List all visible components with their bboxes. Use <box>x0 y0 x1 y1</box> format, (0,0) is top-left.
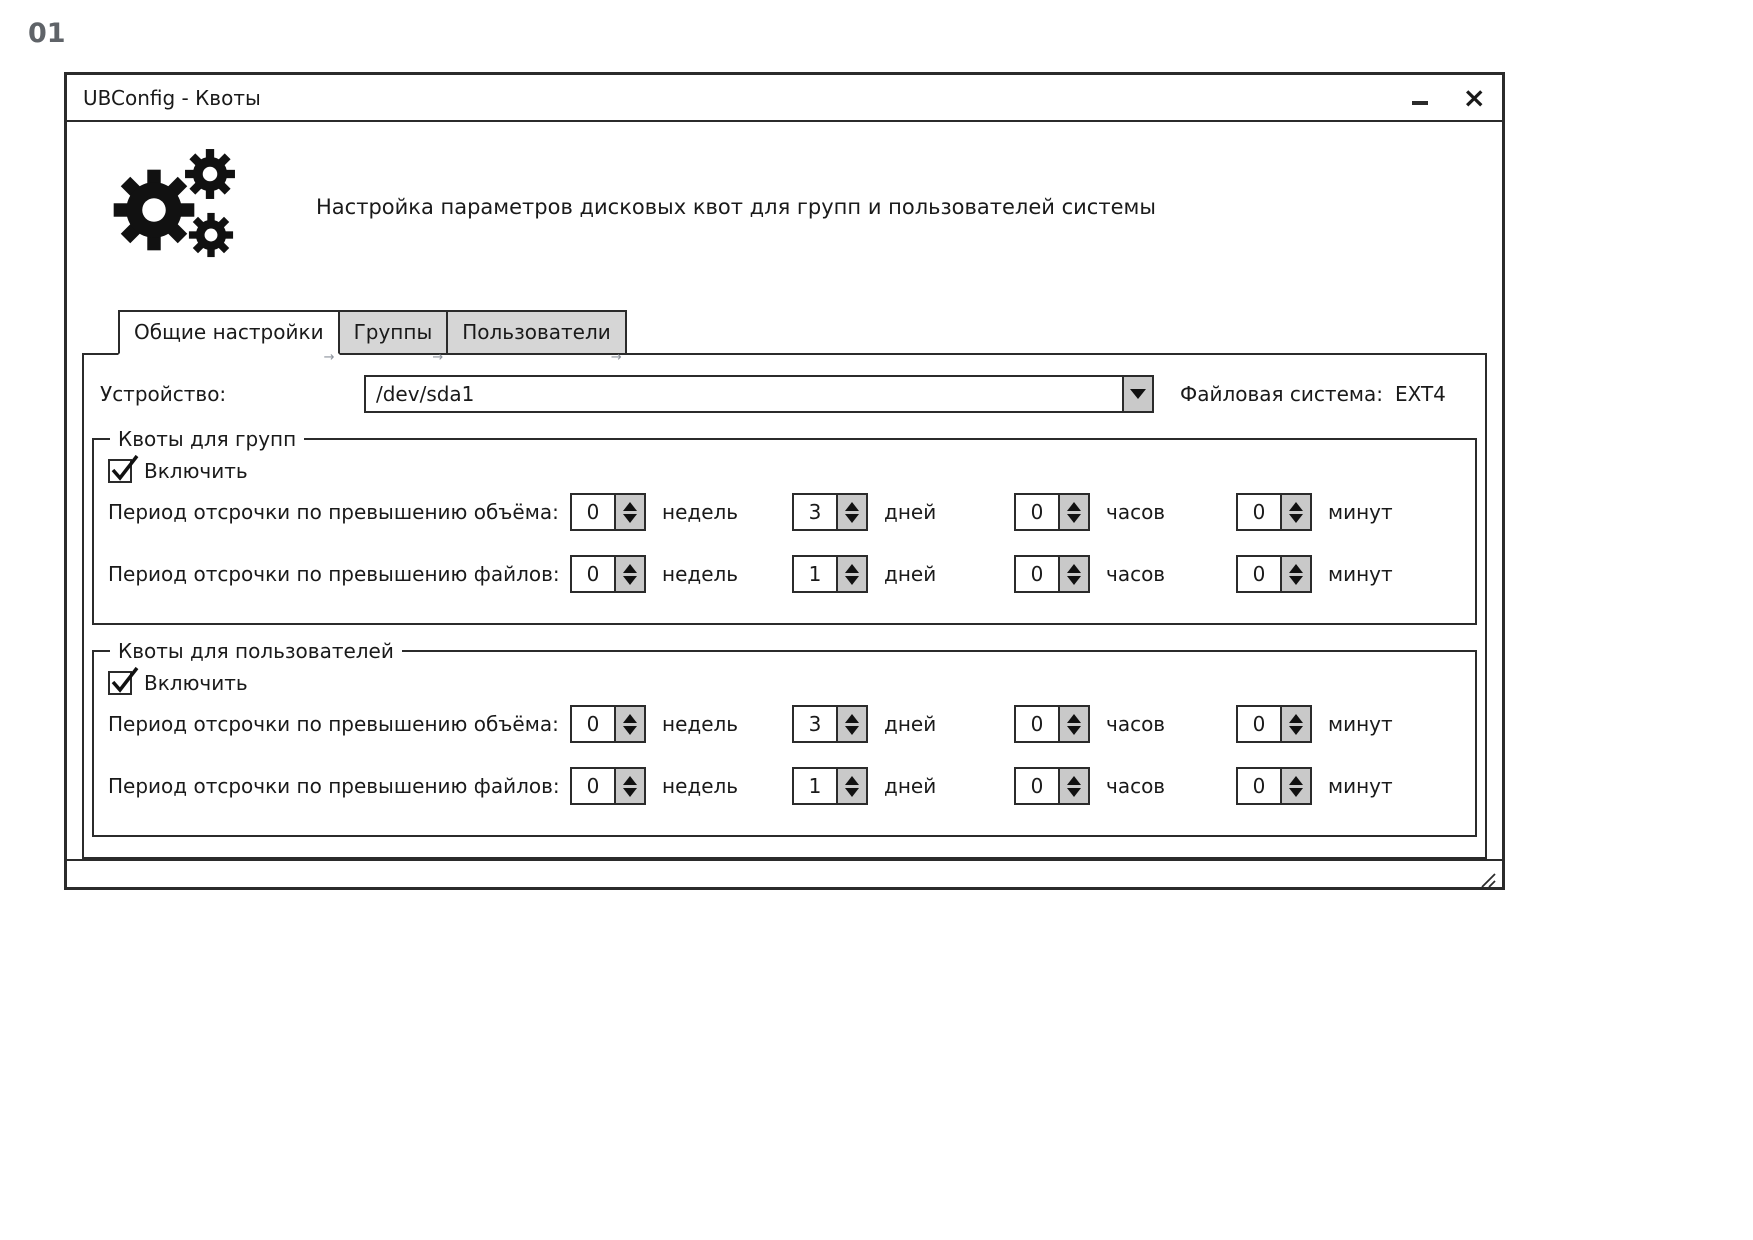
window-content <box>67 122 1502 859</box>
section-user-quotas <box>92 639 1477 837</box>
unit-label: минут <box>1328 562 1393 586</box>
spinner-value[interactable]: 0 <box>1236 705 1282 743</box>
spin-up-icon <box>845 714 859 723</box>
minutes-group <box>1236 705 1393 743</box>
tab-label: Общие настройки <box>134 320 324 344</box>
spin-up-icon <box>1067 776 1081 785</box>
spinner-buttons[interactable] <box>1282 555 1312 593</box>
days-spinner[interactable] <box>792 705 868 743</box>
spinner-value[interactable]: 0 <box>1236 493 1282 531</box>
days-spinner[interactable] <box>792 767 868 805</box>
spinner-value[interactable]: 3 <box>792 705 838 743</box>
spinner-buttons[interactable] <box>1282 493 1312 531</box>
spinner-value[interactable]: 0 <box>1014 767 1060 805</box>
unit-label: недель <box>662 562 739 586</box>
unit-label: дней <box>884 500 937 524</box>
gears-icon <box>112 148 244 266</box>
spinner-value[interactable]: 0 <box>1236 555 1282 593</box>
row-label: Период отсрочки по превышению файлов: <box>108 774 560 798</box>
tab-label: Пользователи <box>462 320 611 344</box>
weeks-group <box>570 767 792 805</box>
spinner-value[interactable]: 0 <box>1236 767 1282 805</box>
close-button[interactable]: × <box>1462 80 1486 114</box>
spinner-buttons[interactable] <box>616 705 646 743</box>
weeks-spinner[interactable] <box>570 705 646 743</box>
section-title: Квоты для пользователей <box>118 639 394 663</box>
spin-down-icon <box>1289 788 1303 797</box>
unit-label: дней <box>884 562 937 586</box>
days-spinner[interactable] <box>792 493 868 531</box>
spin-up-icon <box>1289 714 1303 723</box>
spinner-value[interactable]: 1 <box>792 767 838 805</box>
spin-up-icon <box>845 502 859 511</box>
tab-bar <box>118 310 1487 365</box>
spin-down-icon <box>1067 788 1081 797</box>
spinner-value[interactable]: 0 <box>1014 493 1060 531</box>
section-group-quotas <box>92 427 1477 625</box>
unit-label: дней <box>884 774 937 798</box>
window-description: Настройка параметров дисковых квот для групп и пользователей системы <box>316 195 1156 219</box>
spinner-buttons[interactable] <box>1282 705 1312 743</box>
minimize-icon <box>1412 101 1428 105</box>
weeks-group <box>570 493 792 531</box>
device-value[interactable]: /dev/sda1 <box>376 382 475 406</box>
hours-group <box>1014 767 1236 805</box>
filesystem-label: Файловая система: <box>1180 382 1383 406</box>
section-title: Квоты для групп <box>118 427 297 451</box>
spin-up-icon <box>1067 502 1081 511</box>
spinner-buttons[interactable] <box>1282 767 1312 805</box>
spin-down-icon <box>623 576 637 585</box>
weeks-spinner[interactable] <box>570 493 646 531</box>
tab-link-arrow-icon: → <box>323 350 335 365</box>
spin-down-icon <box>1289 514 1303 523</box>
page-label: 01 <box>28 18 66 49</box>
spin-down-icon <box>845 788 859 797</box>
spin-up-icon <box>1289 564 1303 573</box>
unit-label: недель <box>662 774 739 798</box>
unit-label: минут <box>1328 500 1393 524</box>
app-window <box>64 72 1505 890</box>
minutes-group <box>1236 493 1393 531</box>
days-group <box>792 555 1014 593</box>
spinner-buttons[interactable] <box>1060 493 1090 531</box>
spin-down-icon <box>845 514 859 523</box>
enable-checkbox[interactable] <box>108 671 132 695</box>
device-row <box>100 375 1477 413</box>
delay-files-row <box>108 767 1469 805</box>
dropdown-arrow-icon <box>1130 389 1146 399</box>
spinner-value[interactable]: 0 <box>1014 705 1060 743</box>
spinner-buttons[interactable] <box>838 493 868 531</box>
device-combobox[interactable] <box>364 375 1154 413</box>
hours-spinner[interactable] <box>1014 493 1090 531</box>
days-group <box>792 767 1014 805</box>
spinner-buttons[interactable] <box>1060 705 1090 743</box>
tab-groups[interactable] <box>338 310 449 365</box>
title-bar <box>67 75 1502 122</box>
spin-down-icon <box>623 726 637 735</box>
device-label: Устройство: <box>100 382 227 406</box>
spinner-value[interactable]: 0 <box>570 493 616 531</box>
spin-up-icon <box>623 564 637 573</box>
enable-checkbox[interactable] <box>108 459 132 483</box>
enable-label: Включить <box>144 459 248 483</box>
spin-down-icon <box>1067 514 1081 523</box>
unit-label: часов <box>1106 774 1166 798</box>
hours-spinner[interactable] <box>1014 555 1090 593</box>
unit-label: дней <box>884 712 937 736</box>
enable-row <box>108 671 1469 695</box>
hours-group <box>1014 493 1236 531</box>
delay-volume-row <box>108 705 1469 743</box>
minimize-button[interactable] <box>1409 85 1431 111</box>
spinner-value[interactable]: 3 <box>792 493 838 531</box>
delay-volume-row <box>108 493 1469 531</box>
spin-up-icon <box>623 776 637 785</box>
spin-up-icon <box>1289 502 1303 511</box>
weeks-spinner[interactable] <box>570 555 646 593</box>
row-label: Период отсрочки по превышению объёма: <box>108 500 559 524</box>
spinner-buttons[interactable] <box>1060 767 1090 805</box>
spin-down-icon <box>1067 576 1081 585</box>
unit-label: часов <box>1106 712 1166 736</box>
unit-label: недель <box>662 712 739 736</box>
spin-down-icon <box>1067 726 1081 735</box>
unit-label: недель <box>662 500 739 524</box>
spin-down-icon <box>623 788 637 797</box>
minutes-spinner[interactable] <box>1236 705 1312 743</box>
spin-down-icon <box>845 726 859 735</box>
days-group <box>792 705 1014 743</box>
spinner-value[interactable]: 1 <box>792 555 838 593</box>
filesystem-value: EXT4 <box>1394 382 1446 406</box>
spinner-buttons[interactable] <box>838 705 868 743</box>
row-label: Период отсрочки по превышению файлов: <box>108 562 560 586</box>
minutes-group <box>1236 555 1393 593</box>
window-title: UBConfig - Квоты <box>83 85 261 110</box>
unit-label: минут <box>1328 774 1393 798</box>
days-group <box>792 493 1014 531</box>
hours-group <box>1014 705 1236 743</box>
spin-up-icon <box>1067 564 1081 573</box>
resize-grip[interactable] <box>1476 868 1498 890</box>
tab-general-settings[interactable] <box>118 310 340 365</box>
spin-down-icon <box>623 514 637 523</box>
spin-down-icon <box>845 576 859 585</box>
checkmark-icon <box>110 664 140 694</box>
tab-users[interactable] <box>446 310 627 365</box>
unit-label: часов <box>1106 562 1166 586</box>
window-controls <box>1409 80 1486 114</box>
spinner-value[interactable]: 0 <box>570 705 616 743</box>
spin-up-icon <box>1289 776 1303 785</box>
minutes-spinner[interactable] <box>1236 767 1312 805</box>
weeks-spinner[interactable] <box>570 767 646 805</box>
spin-up-icon <box>623 714 637 723</box>
spinner-value[interactable]: 0 <box>570 767 616 805</box>
spin-down-icon <box>1289 576 1303 585</box>
spin-up-icon <box>1067 714 1081 723</box>
spinner-buttons[interactable] <box>838 767 868 805</box>
spin-up-icon <box>623 502 637 511</box>
tab-link-arrow-icon: → <box>610 350 622 365</box>
hours-group <box>1014 555 1236 593</box>
enable-row <box>108 459 1469 483</box>
checkmark-icon <box>110 452 140 482</box>
spinner-buttons[interactable] <box>1060 555 1090 593</box>
delay-files-row <box>108 555 1469 593</box>
minutes-group <box>1236 767 1393 805</box>
status-bar <box>67 859 1502 893</box>
spinner-value[interactable]: 0 <box>570 555 616 593</box>
spin-up-icon <box>845 564 859 573</box>
enable-label: Включить <box>144 671 248 695</box>
row-label: Период отсрочки по превышению объёма: <box>108 712 559 736</box>
hours-spinner[interactable] <box>1014 767 1090 805</box>
unit-label: часов <box>1106 500 1166 524</box>
spinner-buttons[interactable] <box>838 555 868 593</box>
spin-down-icon <box>1289 726 1303 735</box>
spinner-buttons[interactable] <box>616 767 646 805</box>
window-header <box>112 148 1487 266</box>
spinner-buttons[interactable] <box>616 555 646 593</box>
dropdown-button[interactable] <box>1122 377 1152 411</box>
weeks-group <box>570 705 792 743</box>
tab-link-arrow-icon: → <box>432 350 444 365</box>
unit-label: минут <box>1328 712 1393 736</box>
days-spinner[interactable] <box>792 555 868 593</box>
tab-label: Группы <box>353 320 433 344</box>
minutes-spinner[interactable] <box>1236 493 1312 531</box>
spin-up-icon <box>845 776 859 785</box>
minutes-spinner[interactable] <box>1236 555 1312 593</box>
weeks-group <box>570 555 792 593</box>
spinner-value[interactable]: 0 <box>1014 555 1060 593</box>
tab-panel-general <box>82 353 1487 859</box>
hours-spinner[interactable] <box>1014 705 1090 743</box>
spinner-buttons[interactable] <box>616 493 646 531</box>
